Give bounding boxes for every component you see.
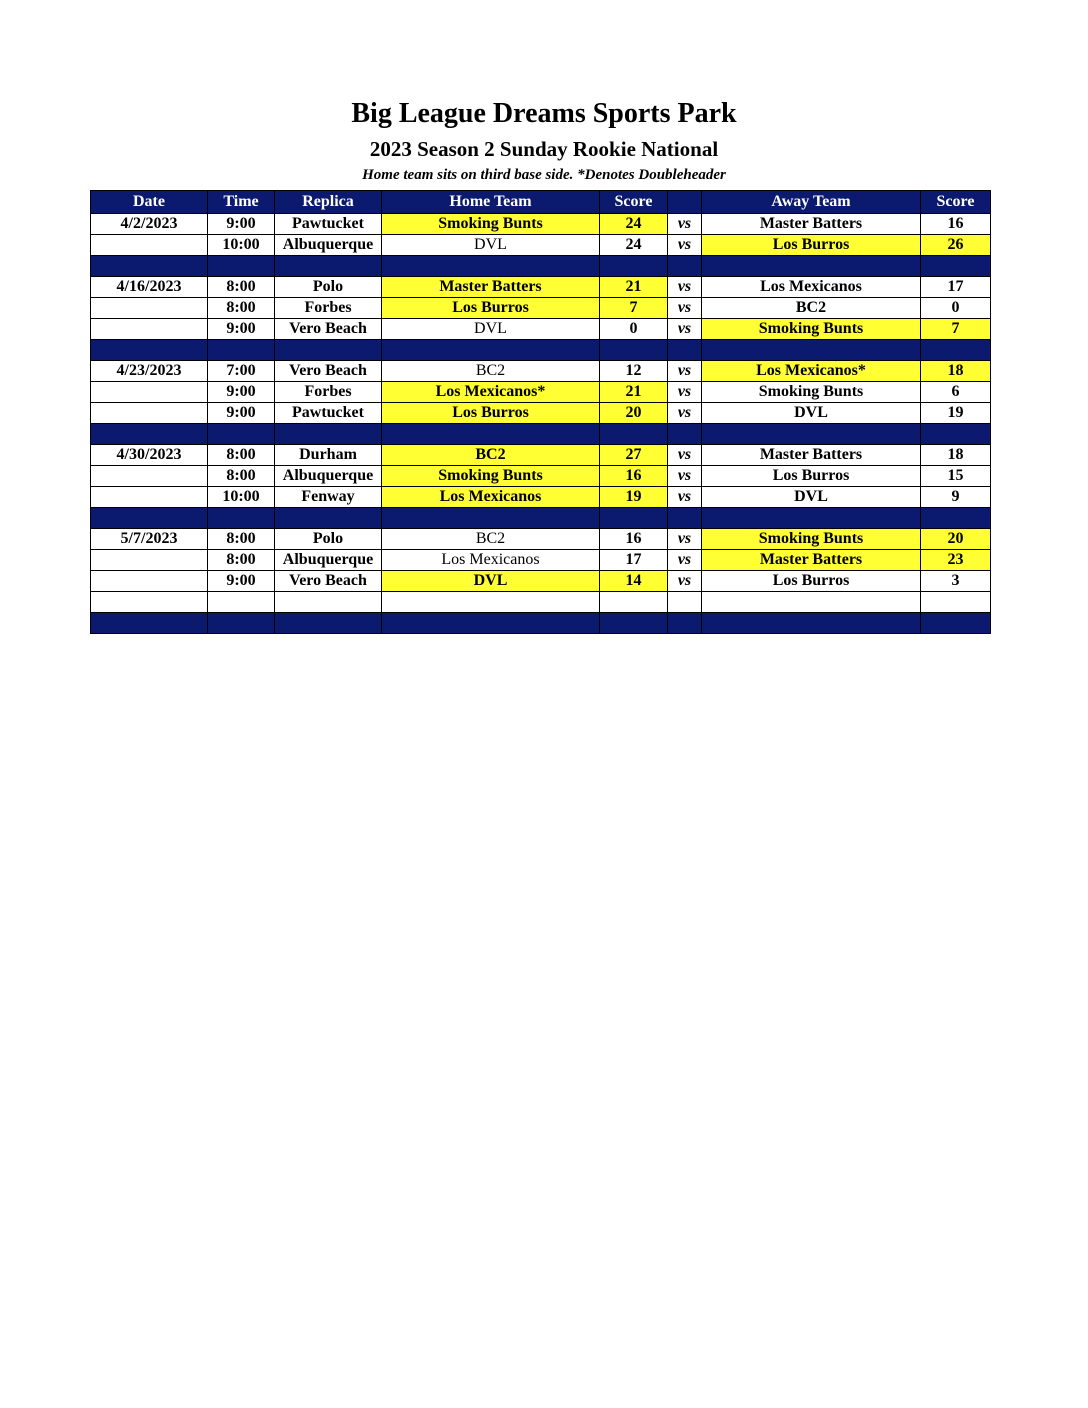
game-date — [91, 550, 208, 571]
home-score: 16 — [600, 466, 668, 487]
game-date: 4/30/2023 — [91, 445, 208, 466]
game-date — [91, 466, 208, 487]
table-header-row — [91, 191, 991, 214]
away-team: Smoking Bunts — [702, 382, 921, 403]
col-header-home-team: Home Team — [382, 191, 600, 214]
col-header-home-score: Score — [600, 191, 668, 214]
home-score: 16 — [600, 529, 668, 550]
table-row — [91, 277, 991, 298]
separator-cell — [208, 613, 275, 634]
separator-cell — [600, 256, 668, 277]
away-score: 7 — [921, 319, 991, 340]
away-team: Smoking Bunts — [702, 529, 921, 550]
away-team: Master Batters — [702, 550, 921, 571]
away-score — [921, 592, 991, 613]
vs-label: vs — [668, 277, 702, 298]
separator-cell — [921, 424, 991, 445]
away-team: Smoking Bunts — [702, 319, 921, 340]
away-team: Los Mexicanos* — [702, 361, 921, 382]
game-replica: Polo — [275, 529, 382, 550]
game-time: 9:00 — [208, 571, 275, 592]
table-row — [91, 445, 991, 466]
page-title: Big League Dreams Sports Park — [351, 98, 737, 129]
separator-row — [91, 340, 991, 361]
away-team: Los Burros — [702, 235, 921, 256]
home-score: 21 — [600, 277, 668, 298]
away-score: 9 — [921, 487, 991, 508]
separator-cell — [208, 256, 275, 277]
away-score: 18 — [921, 445, 991, 466]
game-replica: Albuquerque — [275, 235, 382, 256]
separator-cell — [275, 424, 382, 445]
separator-row — [91, 613, 991, 634]
table-row — [91, 319, 991, 340]
away-score: 19 — [921, 403, 991, 424]
home-team: Los Mexicanos* — [382, 382, 600, 403]
game-time: 8:00 — [208, 298, 275, 319]
separator-cell — [600, 340, 668, 361]
vs-label: vs — [668, 214, 702, 235]
vs-label: vs — [668, 466, 702, 487]
away-score: 17 — [921, 277, 991, 298]
home-team: Los Mexicanos — [382, 487, 600, 508]
separator-cell — [91, 508, 208, 529]
game-time: 8:00 — [208, 277, 275, 298]
separator-cell — [600, 508, 668, 529]
separator-row — [91, 424, 991, 445]
game-replica: Polo — [275, 277, 382, 298]
game-replica: Forbes — [275, 382, 382, 403]
col-header-away-team: Away Team — [702, 191, 921, 214]
game-replica — [275, 592, 382, 613]
separator-cell — [668, 424, 702, 445]
game-replica: Albuquerque — [275, 466, 382, 487]
game-replica: Albuquerque — [275, 550, 382, 571]
separator-cell — [91, 424, 208, 445]
separator-cell — [382, 613, 600, 634]
game-time: 8:00 — [208, 445, 275, 466]
vs-label: vs — [668, 529, 702, 550]
game-date — [91, 298, 208, 319]
vs-label — [668, 592, 702, 613]
game-time: 9:00 — [208, 214, 275, 235]
home-team: Smoking Bunts — [382, 466, 600, 487]
table-row — [91, 550, 991, 571]
separator-cell — [208, 340, 275, 361]
game-replica: Pawtucket — [275, 214, 382, 235]
separator-cell — [275, 508, 382, 529]
game-time: 9:00 — [208, 403, 275, 424]
away-score: 16 — [921, 214, 991, 235]
separator-cell — [668, 256, 702, 277]
separator-cell — [275, 613, 382, 634]
home-team: BC2 — [382, 445, 600, 466]
game-replica: Durham — [275, 445, 382, 466]
separator-row — [91, 508, 991, 529]
vs-label: vs — [668, 403, 702, 424]
away-team: Los Burros — [702, 466, 921, 487]
home-team: BC2 — [382, 529, 600, 550]
separator-cell — [275, 256, 382, 277]
home-score: 20 — [600, 403, 668, 424]
away-team: Master Batters — [702, 214, 921, 235]
table-row — [91, 214, 991, 235]
separator-cell — [668, 613, 702, 634]
away-score: 15 — [921, 466, 991, 487]
home-score: 14 — [600, 571, 668, 592]
separator-cell — [275, 340, 382, 361]
home-team: Los Burros — [382, 298, 600, 319]
game-time: 10:00 — [208, 235, 275, 256]
separator-cell — [91, 340, 208, 361]
away-team: BC2 — [702, 298, 921, 319]
separator-cell — [702, 424, 921, 445]
game-replica: Forbes — [275, 298, 382, 319]
table-row — [91, 571, 991, 592]
away-team — [702, 592, 921, 613]
separator-cell — [208, 424, 275, 445]
table-row — [91, 298, 991, 319]
col-header-replica: Replica — [275, 191, 382, 214]
separator-cell — [600, 613, 668, 634]
home-team: DVL — [382, 571, 600, 592]
separator-cell — [600, 424, 668, 445]
away-team: Master Batters — [702, 445, 921, 466]
game-date — [91, 487, 208, 508]
game-date — [91, 571, 208, 592]
game-date — [91, 592, 208, 613]
home-team: Los Burros — [382, 403, 600, 424]
game-replica: Vero Beach — [275, 319, 382, 340]
separator-cell — [382, 508, 600, 529]
away-score: 3 — [921, 571, 991, 592]
separator-cell — [382, 424, 600, 445]
vs-label: vs — [668, 550, 702, 571]
game-time: 9:00 — [208, 382, 275, 403]
page-subtitle: 2023 Season 2 Sunday Rookie National — [369, 137, 719, 161]
separator-cell — [91, 613, 208, 634]
home-team: DVL — [382, 235, 600, 256]
home-score: 0 — [600, 319, 668, 340]
home-team: BC2 — [382, 361, 600, 382]
separator-cell — [668, 508, 702, 529]
game-time: 10:00 — [208, 487, 275, 508]
table-row — [91, 592, 991, 613]
vs-label: vs — [668, 445, 702, 466]
away-team: DVL — [702, 487, 921, 508]
separator-cell — [921, 508, 991, 529]
game-date — [91, 382, 208, 403]
col-header-away-score: Score — [921, 191, 991, 214]
game-time: 8:00 — [208, 466, 275, 487]
away-team: Los Mexicanos — [702, 277, 921, 298]
vs-label: vs — [668, 382, 702, 403]
home-score: 27 — [600, 445, 668, 466]
home-score: 24 — [600, 214, 668, 235]
home-score: 21 — [600, 382, 668, 403]
separator-cell — [382, 340, 600, 361]
game-replica: Vero Beach — [275, 571, 382, 592]
game-time — [208, 592, 275, 613]
separator-row — [91, 256, 991, 277]
game-replica: Vero Beach — [275, 361, 382, 382]
away-score: 18 — [921, 361, 991, 382]
separator-cell — [702, 340, 921, 361]
home-team: Los Mexicanos — [382, 550, 600, 571]
away-score: 23 — [921, 550, 991, 571]
separator-cell — [921, 256, 991, 277]
away-score: 6 — [921, 382, 991, 403]
home-team: DVL — [382, 319, 600, 340]
vs-label: vs — [668, 298, 702, 319]
vs-label: vs — [668, 361, 702, 382]
home-score: 12 — [600, 361, 668, 382]
home-score: 19 — [600, 487, 668, 508]
game-time: 8:00 — [208, 529, 275, 550]
game-replica: Fenway — [275, 487, 382, 508]
home-team: Master Batters — [382, 277, 600, 298]
table-row — [91, 466, 991, 487]
col-header-time: Time — [208, 191, 275, 214]
table-row — [91, 235, 991, 256]
game-time: 7:00 — [208, 361, 275, 382]
game-replica: Pawtucket — [275, 403, 382, 424]
game-time: 8:00 — [208, 550, 275, 571]
schedule-body — [91, 214, 991, 634]
game-date: 5/7/2023 — [91, 529, 208, 550]
separator-cell — [91, 256, 208, 277]
table-row — [91, 487, 991, 508]
away-score: 0 — [921, 298, 991, 319]
vs-label: vs — [668, 319, 702, 340]
home-score: 17 — [600, 550, 668, 571]
home-score: 24 — [600, 235, 668, 256]
schedule-note: Home team sits on third base side. *Denotes Doubleheader — [362, 167, 726, 183]
home-score — [600, 592, 668, 613]
home-team: Smoking Bunts — [382, 214, 600, 235]
vs-label: vs — [668, 571, 702, 592]
game-date — [91, 403, 208, 424]
separator-cell — [702, 613, 921, 634]
away-team: DVL — [702, 403, 921, 424]
col-header-vs — [668, 191, 702, 214]
game-date: 4/16/2023 — [91, 277, 208, 298]
vs-label: vs — [668, 487, 702, 508]
separator-cell — [208, 508, 275, 529]
separator-cell — [921, 613, 991, 634]
home-team — [382, 592, 600, 613]
game-time: 9:00 — [208, 319, 275, 340]
schedule-table — [90, 190, 991, 634]
col-header-date: Date — [91, 191, 208, 214]
game-date — [91, 319, 208, 340]
table-row — [91, 403, 991, 424]
away-team: Los Burros — [702, 571, 921, 592]
vs-label: vs — [668, 235, 702, 256]
away-score: 26 — [921, 235, 991, 256]
away-score: 20 — [921, 529, 991, 550]
table-row — [91, 529, 991, 550]
separator-cell — [702, 256, 921, 277]
separator-cell — [921, 340, 991, 361]
table-row — [91, 361, 991, 382]
game-date: 4/23/2023 — [91, 361, 208, 382]
separator-cell — [382, 256, 600, 277]
separator-cell — [668, 340, 702, 361]
home-score: 7 — [600, 298, 668, 319]
table-row — [91, 382, 991, 403]
game-date — [91, 235, 208, 256]
separator-cell — [702, 508, 921, 529]
game-date: 4/2/2023 — [91, 214, 208, 235]
